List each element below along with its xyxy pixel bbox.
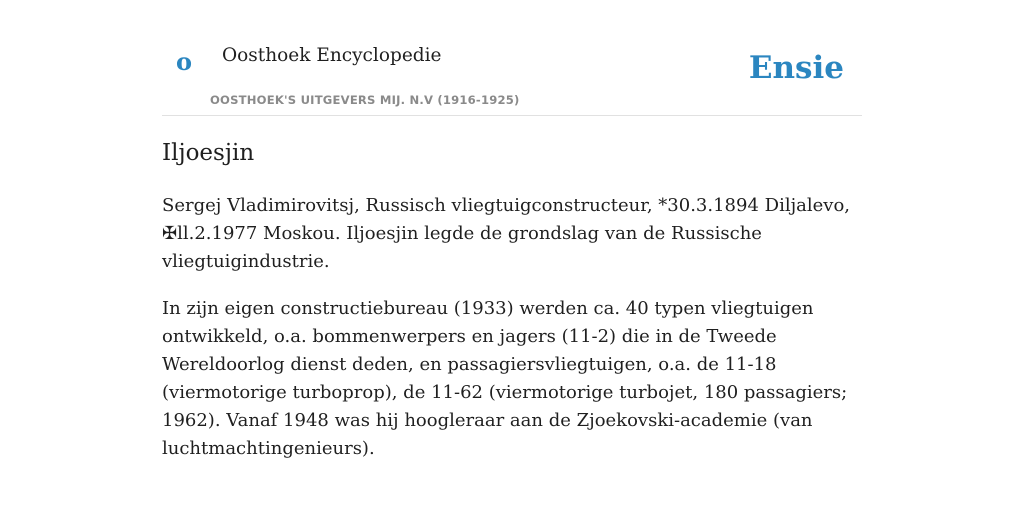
article-title: Iljoesjin — [162, 140, 255, 166]
article-paragraph: In zijn eigen constructiebureau (1933) werden ca. 40 typen vliegtuigen ontwikkeld, o.a. bommenwerpers en jagers (11-2) die in de Tweede Wereldoorlog dienst deden, en passagiersvliegtuigen, o.a. de 11-18 (viermotorige turboprop), de 11-62 (viermotorige turbojet, 180 passagiers; 1962). Vanaf 1948 was hij hoogleraar aan de Zjoekovski-academie (van luchtmachtingenieurs). — [162, 298, 848, 459]
site-header — [162, 0, 862, 116]
page — [162, 0, 862, 512]
article-paragraph: Sergej Vladimirovitsj, Russisch vliegtuigconstructeur, *30.3.1894 Diljalevo, ✠ll.2.1977 Moskou. Iljoesjin legde de grondslag van de Russische vliegtuigindustrie. — [162, 195, 851, 272]
site-title-link[interactable]: Oosthoek Encyclopedie — [222, 45, 442, 66]
publisher-subtitle: OOSTHOEK'S UITGEVERS MIJ. N.V (1916-1925) — [210, 93, 520, 107]
oosthoek-logo-icon[interactable]: o — [176, 47, 193, 76]
ensie-brand-link[interactable]: Ensie — [748, 50, 844, 86]
